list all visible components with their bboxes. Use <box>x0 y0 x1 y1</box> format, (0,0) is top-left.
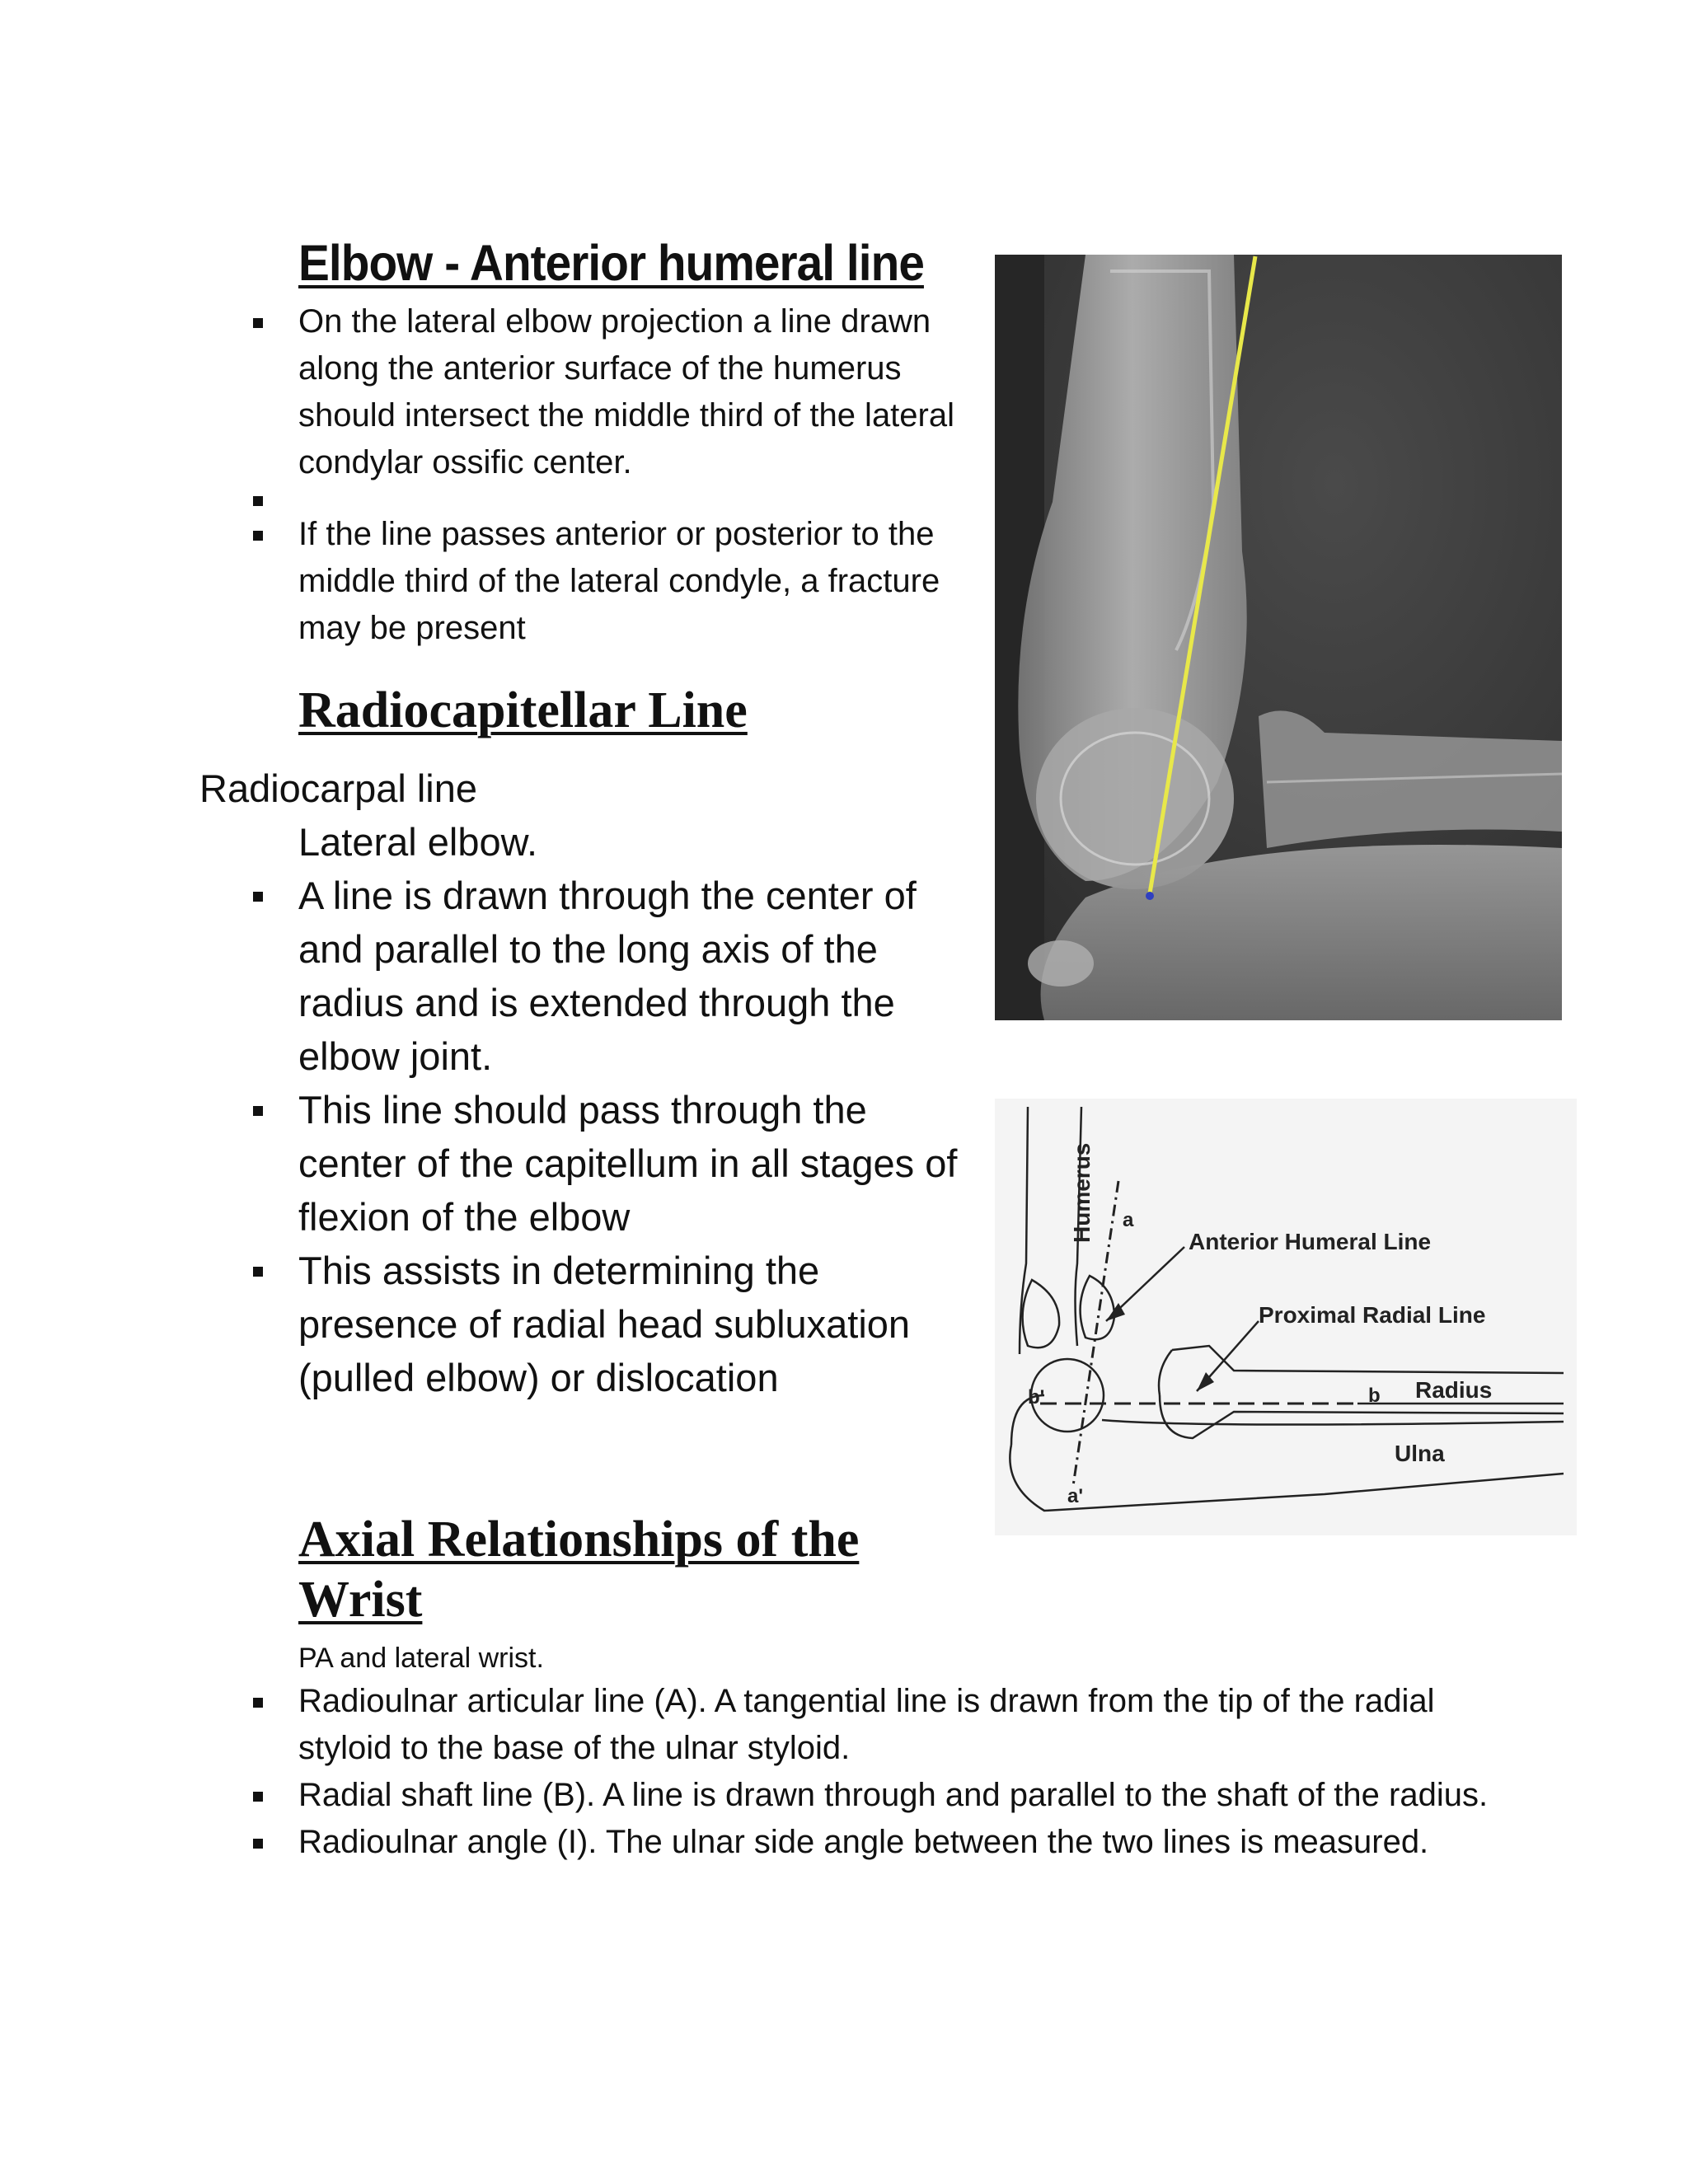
list-item: If the line passes anterior or posterior to the middle third of the lateral condyle, a fracture may be present <box>253 511 978 652</box>
anterior-humeral-line-bullets <box>253 298 978 652</box>
elbow-lines-diagram <box>995 1099 1577 1535</box>
bullet-icon <box>253 318 263 328</box>
list-item <box>253 486 978 511</box>
list-item: This line should pass through the center of the capitellum in all stages of flexion of the elbow <box>253 1083 978 1244</box>
section-title-radiocapitellar-line: Radiocapitellar Line <box>298 682 748 738</box>
projection-label: Lateral elbow. <box>298 820 538 864</box>
radiocapitellar-line-bullets <box>253 869 978 1404</box>
list-item: Radioulnar articular line (A). A tangential line is drawn from the tip of the radial styloid to the base of the ulnar styloid. <box>253 1678 1489 1772</box>
list-item: Radial shaft line (B). A line is drawn through and parallel to the shaft of the radius. <box>253 1772 1489 1819</box>
bullet-icon <box>253 892 263 902</box>
bullet-icon <box>253 1106 263 1116</box>
list-item: Radioulnar angle (I). The ulnar side angle between the two lines is measured. <box>253 1819 1489 1866</box>
ulna-label: Ulna <box>1395 1441 1445 1466</box>
wrist-bullets <box>253 1678 1489 1866</box>
point-b-label: b <box>1368 1385 1381 1407</box>
bullet-icon <box>253 1839 263 1849</box>
bullet-icon <box>253 496 263 506</box>
humerus-label: Humerus <box>1069 1142 1095 1243</box>
point-a-label: a <box>1123 1209 1134 1231</box>
list-item: This assists in determining the presence of radial head subluxation (pulled elbow) or dislocation <box>253 1244 978 1404</box>
list-item: A line is drawn through the center of and parallel to the long axis of the radius and is extended through the elbow joint. <box>253 869 978 1083</box>
section-title-anterior-humeral-line: Elbow - Anterior humeral line <box>298 235 924 291</box>
wrist-projection-label: PA and lateral wrist. <box>298 1643 544 1674</box>
section-title-axial-relationships-wrist: Axial Relationships of the Wrist <box>298 1511 860 1628</box>
bullet-icon <box>253 1698 263 1708</box>
anterior-humeral-line-label: Anterior Humeral Line <box>1189 1229 1432 1254</box>
bullet-icon <box>253 1792 263 1802</box>
bullet-icon <box>253 1267 263 1277</box>
alternate-name: Radiocarpal line <box>199 766 478 810</box>
radius-label: Radius <box>1415 1377 1493 1403</box>
point-b-prime-label: b' <box>1028 1386 1045 1408</box>
list-item: On the lateral elbow projection a line drawn along the anterior surface of the humerus should intersect the middle third of the lateral condylar ossific center. <box>253 298 978 486</box>
point-a-prime-label: a' <box>1067 1485 1084 1507</box>
elbow-xray-image <box>995 255 1562 1020</box>
proximal-radial-line-label: Proximal Radial Line <box>1259 1302 1486 1328</box>
bullet-icon <box>253 531 263 541</box>
